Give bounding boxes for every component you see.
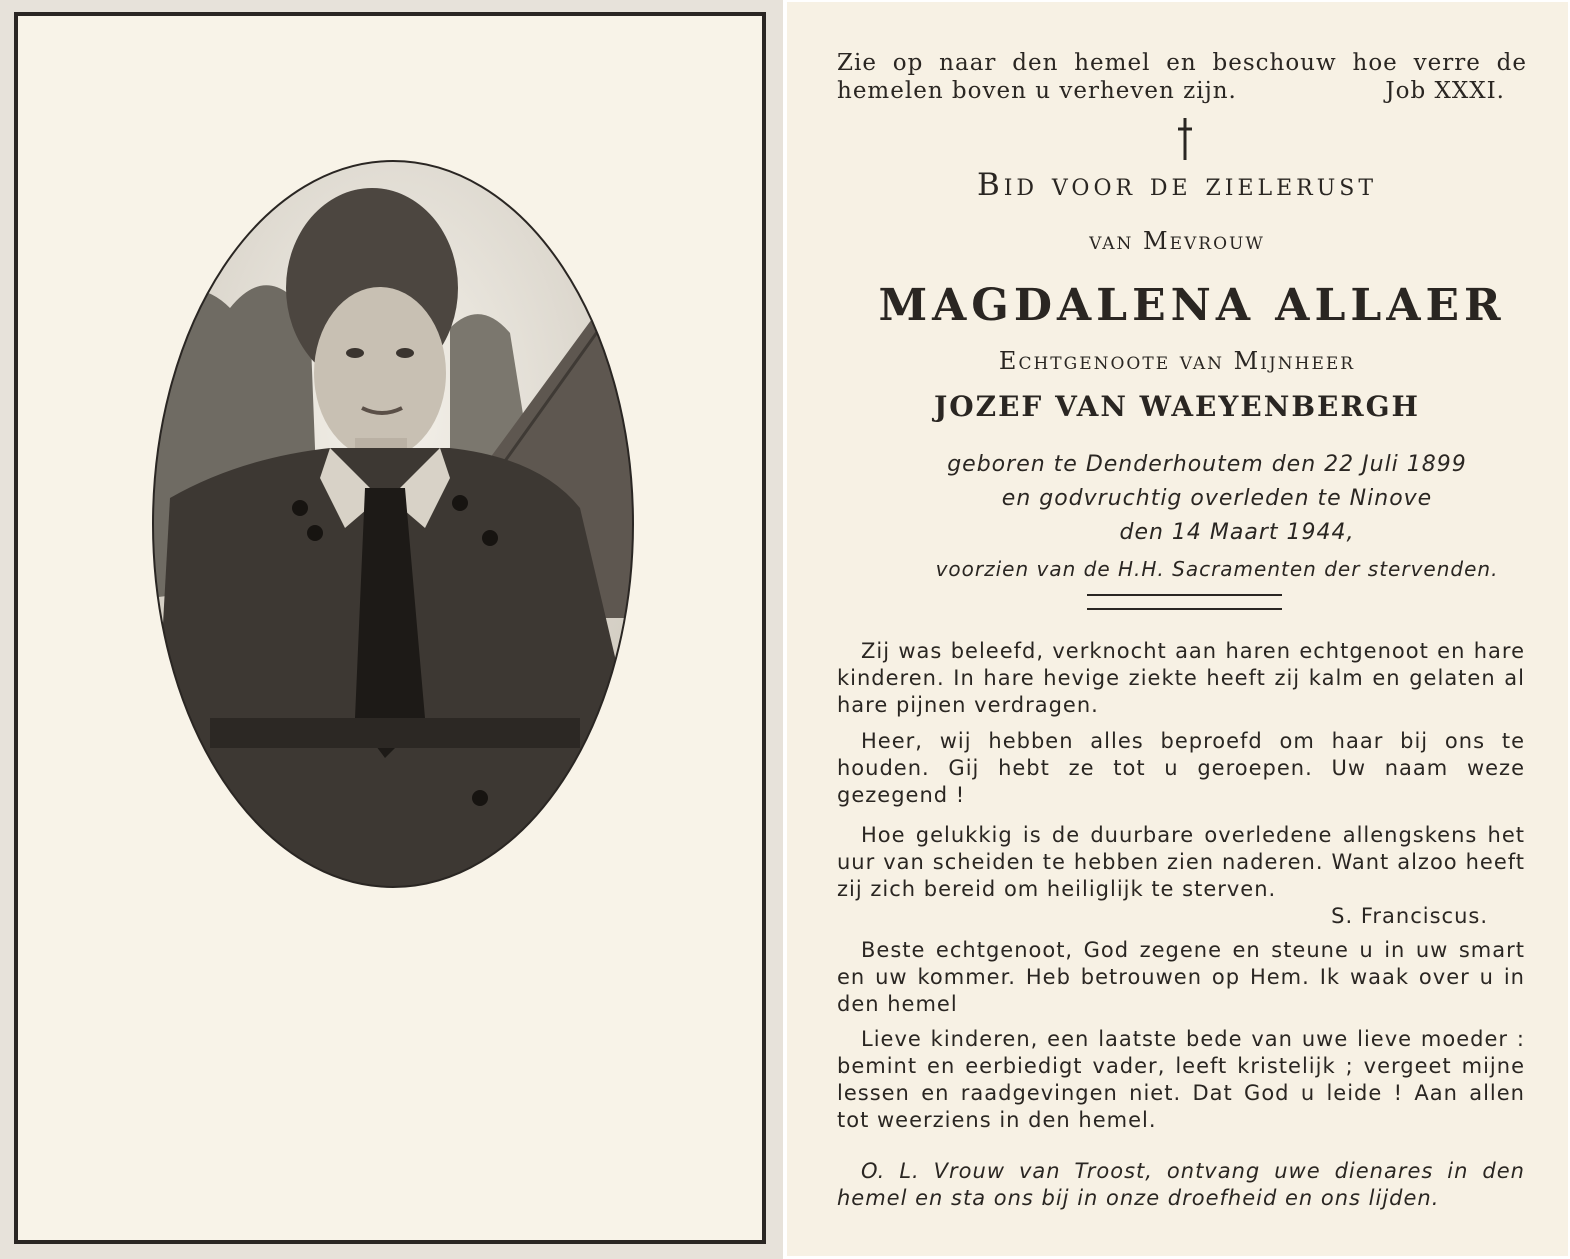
epigraph-text: hemelen boven u verheven zijn. — [837, 78, 1237, 104]
epigraph-line-1: Zie op naar den hemel en beschouw hoe verre de — [837, 50, 1527, 76]
spouse-name: JOZEF VAN WAEYENBERGH — [934, 390, 1420, 423]
spouse-relation: Echtgenoote van Mijnheer — [998, 347, 1356, 375]
paragraph-6: O. L. Vrouw van Troost, ontvang uwe dienares in den hemel en sta ons bij in onze droefheid en ons lijden. — [837, 1159, 1525, 1210]
paragraph-3: Hoe gelukkig is de duurbare overledene allengskens het uur van scheiden te hebben zien naderen. Want alzoo heeft zij zich bereid om heiliglijk te sterven. — [837, 823, 1525, 901]
birth-line: geboren te Denderhoutem den 22 Juli 1899 — [947, 452, 1467, 477]
paragraph-3-signature: S. Franciscus. — [1331, 904, 1488, 928]
portrait-image — [150, 158, 636, 890]
paragraph-2: Heer, wij hebben alles beproefd om haar bij ons te houden. Gij hebt ze tot u geroepen. Uw naam weze gezegend ! — [837, 729, 1525, 807]
text-card — [787, 2, 1568, 1256]
epigraph-line-2 — [837, 78, 1527, 104]
epigraph-reference: Job XXXI. — [1385, 78, 1505, 104]
divider-rule — [1087, 608, 1282, 610]
prayer-heading: Bid voor de zielerust — [976, 167, 1378, 203]
sacraments-line: voorzien van de H.H. Sacramenten der stervenden. — [935, 557, 1499, 581]
death-line-1: en godvruchtig overleden te Ninove — [1001, 486, 1433, 511]
paragraph-1: Zij was beleefd, verknocht aan haren echtgenoot en hare kinderen. In hare hevige ziekte heeft zij kalm en gelaten al hare pijnen verdragen. — [837, 639, 1525, 717]
divider-rule — [1087, 594, 1282, 596]
photo-card — [0, 0, 783, 1259]
death-line-2: den 14 Maart 1944, — [1119, 520, 1355, 545]
deceased-name: MAGDALENA ALLAER — [878, 280, 1506, 331]
title-mrs: van Mevrouw — [1089, 227, 1265, 255]
paragraph-5: Lieve kinderen, een laatste bede van uwe lieve moeder : bemint en eerbiedigt vader, leeft kristelijk ; vergeet mijne lessen en raadgevingen niet. Dat God u leide ! Aan allen tot weerziens in den hemel. — [837, 1027, 1525, 1132]
paragraph-4: Beste echtgenoot, God zegene en steune u in uw smart en uw kommer. Heb betrouwen op Hem. Ik waak over u in den hemel — [837, 938, 1525, 1016]
cross-icon — [1175, 116, 1195, 162]
portrait-photo — [150, 158, 636, 890]
